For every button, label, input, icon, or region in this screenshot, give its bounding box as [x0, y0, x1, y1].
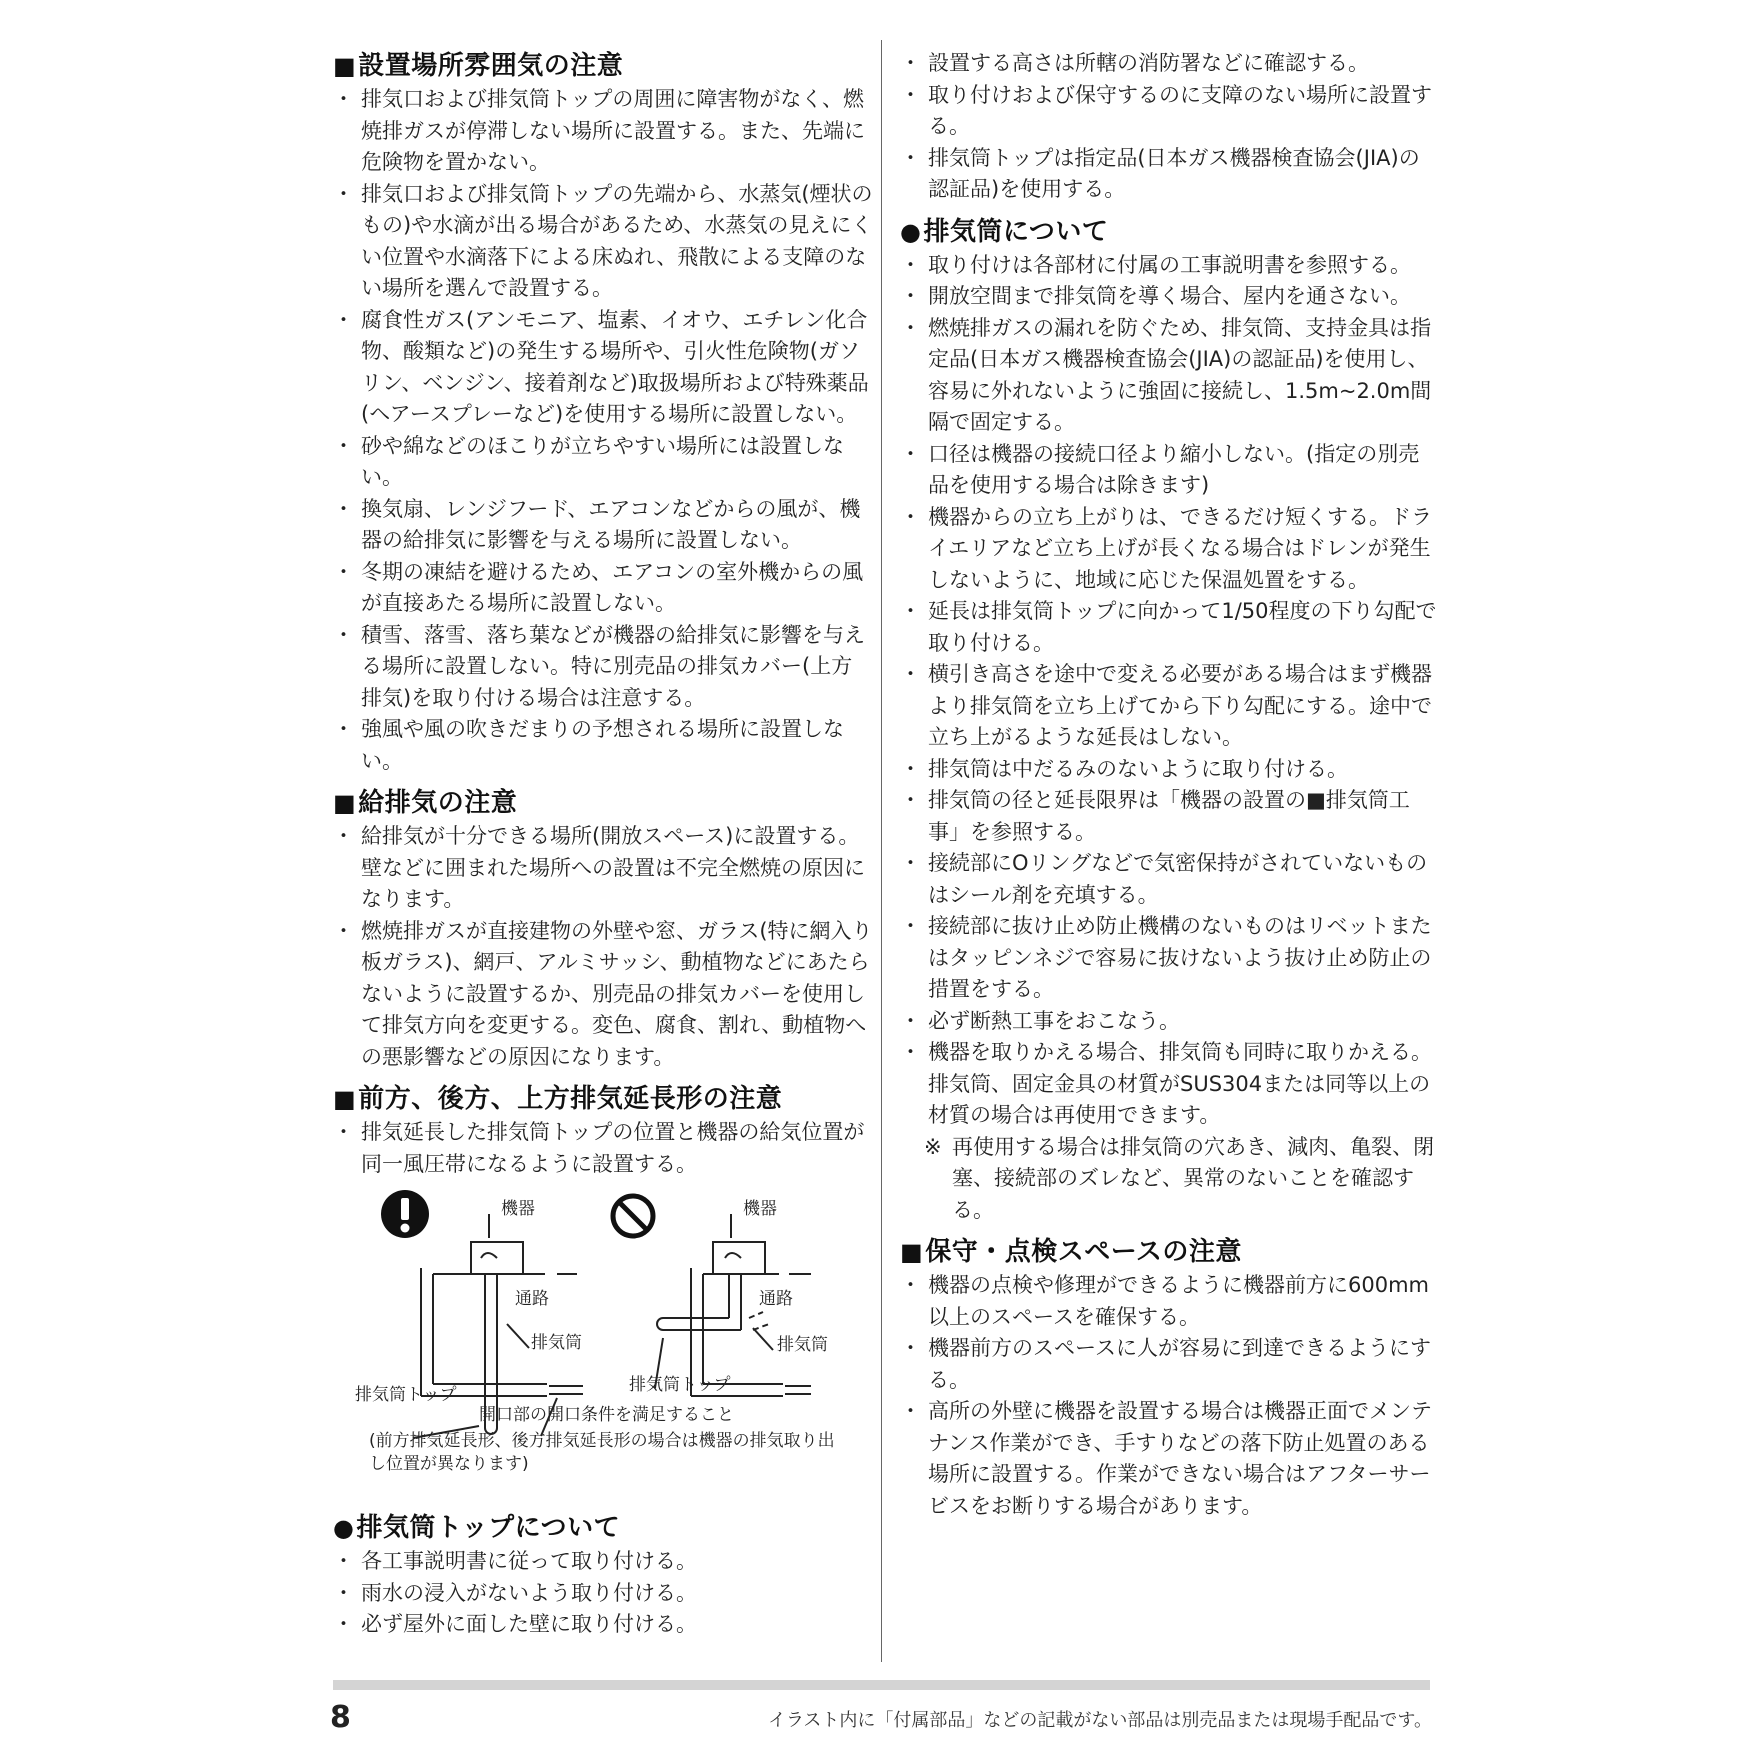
footer-bar — [333, 1680, 1430, 1690]
bullet-list — [900, 250, 1440, 1227]
list-item: ・ 排気延長した排気筒トップの位置と機器の給気位置が同一風圧帯になるように設置する。 — [333, 1117, 873, 1180]
bullet-list — [333, 1117, 873, 1180]
label-exhaust-top: 排気筒トップ — [629, 1375, 731, 1395]
section-heading — [333, 1510, 873, 1546]
list-item: ・ 機器を取りかえる場合、排気筒も同時に取りかえる。排気筒、固定金具の材質がSUS304または同等以上の材質の場合は再使用できます。 — [900, 1037, 1440, 1132]
section-heading — [900, 1234, 1440, 1270]
list-item: ・ 排気口および排気筒トップの先端から、水蒸気(煙状のもの)や水滴が出る場合があるため、水蒸気の見えにくい位置や水滴落下による床ぬれ、飛散による支障のない場所を選んで設置する。 — [333, 179, 873, 305]
list-item: ・ 機器の点検や修理ができるように機器前方に600mm以上のスペースを確保する。 — [900, 1270, 1440, 1333]
list-item: ・ 必ず屋外に面した壁に取り付ける。 — [333, 1609, 873, 1641]
bullet-list — [333, 84, 873, 777]
list-item: ・ 接続部にOリングなどで気密保持がされていないものはシール剤を充填する。 — [900, 848, 1440, 911]
list-item: ・ 取り付けおよび保守するのに支障のない場所に設置する。 — [900, 80, 1440, 143]
section-heading — [333, 48, 873, 84]
list-item: ・ 腐食性ガス(アンモニア、塩素、イオウ、エチレン化合物、酸類など)の発生する場所や、引火性危険物(ガソリン、ベンジン、接着剤など)取扱場所および特殊薬品(ヘアースプレーなど)を使用する場所に設置しない。 — [333, 305, 873, 431]
list-item: ・ 口径は機器の接続口径より縮小しない。(指定の別売品を使用する場合は除きます) — [900, 439, 1440, 502]
square-marker: ■ — [333, 789, 357, 817]
mandatory-icon — [381, 1190, 429, 1238]
section-heading — [333, 785, 873, 821]
note-text: 再使用する場合は排気筒の穴あき、減肉、亀裂、閉塞、接続部のズレなど、異常のないことを確認する。 — [952, 1134, 1435, 1222]
square-marker: ■ — [333, 1085, 357, 1113]
bullet-list — [333, 1546, 873, 1641]
list-item: ・ 横引き高さを途中で変える必要がある場合はまず機器より排気筒を立ち上げてから下り勾配にする。途中で立ち上がるような延長はしない。 — [900, 659, 1440, 754]
bullet-list — [900, 1270, 1440, 1522]
square-marker: ■ — [900, 1238, 924, 1266]
section-heading — [900, 214, 1440, 250]
label-exhaust-top: 排気筒トップ — [355, 1385, 457, 1405]
square-marker: ■ — [333, 52, 357, 80]
list-item: ・ 設置する高さは所轄の消防署などに確認する。 — [900, 48, 1440, 80]
list-item: ・ 開放空間まで排気筒を導く場合、屋内を通さない。 — [900, 281, 1440, 313]
list-item: ・ 燃焼排ガスが直接建物の外壁や窓、ガラス(特に網入り板ガラス)、網戸、アルミサッシ、動植物などにあたらないように設置するか、別売品の排気カバーを使用して排気方向を変更する。変色、腐食、割れ、動植物への悪影響などの原因になります。 — [333, 916, 873, 1074]
bullet-list — [333, 821, 873, 1073]
list-item: ・ 排気筒トップは指定品(日本ガス機器検査協会(JIA)の認証品)を使用する。 — [900, 143, 1440, 206]
label-device: 機器 — [743, 1199, 777, 1219]
list-item: ・ 排気筒は中だるみのないように取り付ける。 — [900, 754, 1440, 786]
label-passage: 通路 — [759, 1289, 793, 1309]
list-item: ・ 取り付けは各部材に付属の工事説明書を参照する。 — [900, 250, 1440, 282]
footer-note: イラスト内に「付属部品」などの記載がない部品は別売品または現場手配品です。 — [767, 1710, 1432, 1731]
list-item: ・ 強風や風の吹きだまりの予想される場所に設置しない。 — [333, 714, 873, 777]
list-item: ・ 雨水の浸入がないよう取り付ける。 — [333, 1578, 873, 1610]
list-item: ・ 燃焼排ガスの漏れを防ぐため、排気筒、支持金具は指定品(日本ガス機器検査協会(JIA)の認証品)を使用し、容易に外れないように強固に接続し、1.5m~2.0m間隔で固定する。 — [900, 313, 1440, 439]
list-item: ・ 換気扇、レンジフード、エアコンなどからの風が、機器の給排気に影響を与える場所に設置しない。 — [333, 494, 873, 557]
bullet-list — [900, 48, 1440, 206]
list-item: ・ 接続部に抜け止め防止機構のないものはリベットまたはタッピンネジで容易に抜けないよう抜け止め防止の措置をする。 — [900, 911, 1440, 1006]
heading-text: 設置場所雰囲気の注意 — [358, 51, 624, 81]
list-item: ・ 機器前方のスペースに人が容易に到達できるようにする。 — [900, 1333, 1440, 1396]
note-item — [900, 1132, 1440, 1227]
heading-text: 排気筒について — [923, 216, 1109, 247]
list-item: ・ 砂や綿などのほこりが立ちやすい場所には設置しない。 — [333, 431, 873, 494]
circle-marker: ● — [900, 217, 922, 246]
heading-text: 給排気の注意 — [358, 788, 518, 818]
heading-text: 前方、後方、上方排気延長形の注意 — [358, 1084, 783, 1114]
list-item: ・ 各工事説明書に従って取り付ける。 — [333, 1546, 873, 1578]
circle-marker: ● — [333, 1514, 355, 1542]
page-number: 8 — [330, 1700, 351, 1735]
section-heading — [333, 1081, 873, 1117]
list-item: ・ 排気筒の径と延長限界は「機器の設置の■排気筒工事」を参照する。 — [900, 785, 1440, 848]
list-item: ・ 給排気が十分できる場所(開放スペース)に設置する。壁などに囲まれた場所への設置は不完全燃焼の原因になります。 — [333, 821, 873, 916]
label-passage: 通路 — [515, 1289, 549, 1309]
note-mark: ※ — [924, 1134, 942, 1159]
list-item: ・ 機器からの立ち上がりは、できるだけ短くする。ドライエリアなど立ち上げが長くなる場合はドレンが発生しないように、地域に応じた保温処置をする。 — [900, 502, 1440, 597]
left-column — [333, 48, 873, 1649]
label-opening-condition: 開口部の開口条件を満足すること — [479, 1405, 734, 1425]
list-item: ・ 必ず断熱工事をおこなう。 — [900, 1006, 1440, 1038]
heading-text: 排気筒トップについて — [356, 1513, 621, 1543]
label-exhaust-pipe: 排気筒 — [531, 1333, 582, 1353]
figure-caption: (前方排気延長形、後方排気延長形の場合は機器の排気取り出し位置が異なります) — [369, 1431, 835, 1474]
list-item: ・ 冬期の凍結を避けるため、エアコンの室外機からの風が直接あたる場所に設置しない。 — [333, 557, 873, 620]
column-divider — [881, 40, 882, 1662]
prohibition-icon — [613, 1196, 653, 1236]
list-item: ・ 高所の外壁に機器を設置する場合は機器正面でメンテナンス作業ができ、手すりなどの落下防止処置のある場所に設置する。作業ができない場合はアフターサービスをお断りする場合があります。 — [900, 1396, 1440, 1522]
label-device: 機器 — [501, 1199, 535, 1219]
list-item: ・ 積雪、落雪、落ち葉などが機器の給排気に影響を与える場所に設置しない。特に別売品の排気カバー(上方排気)を取り付ける場合は注意する。 — [333, 620, 873, 715]
label-exhaust-pipe: 排気筒 — [777, 1335, 828, 1355]
list-item: ・ 排気口および排気筒トップの周囲に障害物がなく、燃焼排ガスが停滞しない場所に設置する。また、先端に危険物を置かない。 — [333, 84, 873, 179]
heading-text: 保守・点検スペースの注意 — [925, 1237, 1242, 1267]
list-item: ・ 延長は排気筒トップに向かって1/50程度の下り勾配で取り付ける。 — [900, 596, 1440, 659]
right-column — [900, 48, 1440, 1530]
exhaust-diagram — [333, 1188, 873, 1510]
